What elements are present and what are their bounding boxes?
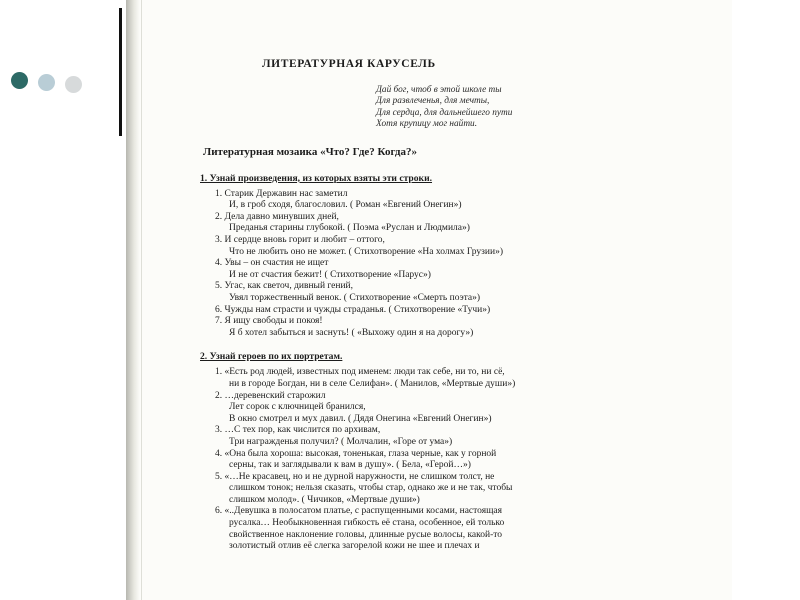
list-item-line: И, в гроб сходя, благословил. ( Роман «Евгений Онегин») [229,200,462,211]
list-item-line: 4. «Она была хороша: высокая, тоненькая, глаза черные, как у горной [215,448,497,459]
list-item-line: 4. Увы – он счастия не ищет [215,258,329,269]
list-item [215,472,692,507]
list-item [215,258,692,281]
document-subtitle: Литературная мозаика «Что? Где? Когда?» [203,145,417,158]
list-item [215,367,692,390]
section-2-items [215,367,692,553]
document-title: ЛИТЕРАТУРНАЯ КАРУСЕЛЬ [262,58,436,70]
list-item-line: В окно смотрел и мух давил. ( Дядя Онегина «Евгений Онегин») [229,413,492,424]
list-item-line: 2. …деревенский старожил [215,390,326,401]
epigraph-line: Для развлеченья, для мечты, [376,96,490,107]
list-item-line: 3. …С тех пор, как числится по архивам, [215,425,381,436]
section-1-heading: 1. Узнай произведения, из которых взяты эти строки. [200,172,433,184]
list-item-line: свойственное наклонение головы, длинные русые волосы, какой-то [229,529,503,540]
list-item-line: И не от счастия бежит! ( Стихотворение «Парус») [229,269,431,280]
bullet-circle-medium [38,74,55,91]
section-2-heading: 2. Узнай героев по их портретам. [200,351,343,363]
list-item-line: 3. И сердце вновь горит и любит – оттого, [215,235,385,245]
scan-left-edge-line [141,0,142,600]
list-item-line: 1. «Есть род людей, известных под именем: люди так себе, ни то, ни сё, [215,367,505,378]
list-item-line: русалка… Необыкновенная гибкость её стана, особенное, ей только [229,518,505,529]
list-item-line: 5. Угас, как светоч, дивный гений, [215,281,354,292]
vertical-accent-line [119,8,122,136]
list-item [215,305,692,317]
list-item-line: 5. «…Не красавец, но и не дурной наружности, не слишком толст, не [215,471,495,482]
list-item [215,189,692,212]
list-item [215,316,692,339]
list-item-line: слишком тонок; нельзя сказать, чтобы стар, однако же и не так, чтобы [229,483,513,494]
section-2 [200,351,692,553]
list-item-line: золотистый отлив её слегка загорелой кожи не шее и плечах и [229,541,480,552]
list-item-line: 2. Дела давно минувших дней, [215,211,339,222]
list-item-line: ни в городе Богдан, ни в селе Селифан». ( Манилов, «Мертвые души») [229,378,516,389]
list-item-line: Лет сорок с ключницей бранился, [229,402,366,413]
list-item [215,391,692,426]
list-item-line: 6. «..Девушка в полосатом платье, с распущенными косами, настоящая [215,506,502,517]
bullet-circle-dark [11,72,28,89]
scan-left-edge-shadow [126,0,140,600]
list-item-line: 1. Старик Державин нас заметил [215,188,348,199]
epigraph-line: Хотя крупицу мог найти. [376,119,478,130]
list-item-line: Три награжденья получил? ( Молчалин, «Горе от ума») [229,436,453,447]
list-item [215,235,692,258]
epigraph-line: Дай бог, чтоб в этой школе ты [376,85,502,95]
list-item [215,506,692,552]
epigraph [376,85,692,131]
list-item-line: 7. Я ищу свободы и покоя! [215,316,323,327]
list-item-line: серны, так и заглядывали к вам в душу». ( Бела, «Герой…») [229,460,471,471]
scanned-document [126,0,732,600]
list-item-line: Я б хотел забыться и заснуть! ( «Выхожу один я на дорогу») [229,327,474,338]
list-item-line: Что не любить оно не может. ( Стихотворение «На холмах Грузии») [229,246,504,257]
list-item [215,449,692,472]
list-item [215,281,692,304]
list-item-line: Преданья старины глубокой. ( Поэма «Руслан и Людмила») [229,223,470,234]
list-item [215,425,692,448]
list-item [215,212,692,235]
section-1-items [215,189,692,340]
list-item-line: 6. Чужды нам страсти и чужды страданья. ( Стихотворение «Тучи») [215,304,491,315]
section-1 [200,173,692,340]
list-item-line: слишком молод». ( Чичиков, «Мертвые души») [229,494,420,505]
bullet-circle-light [65,76,82,93]
document-body [200,58,692,553]
epigraph-line: Для сердца, для дальнейшего пути [376,107,513,118]
list-item-line: Увял торжественный венок. ( Стихотворение «Смерть поэта») [229,292,481,303]
